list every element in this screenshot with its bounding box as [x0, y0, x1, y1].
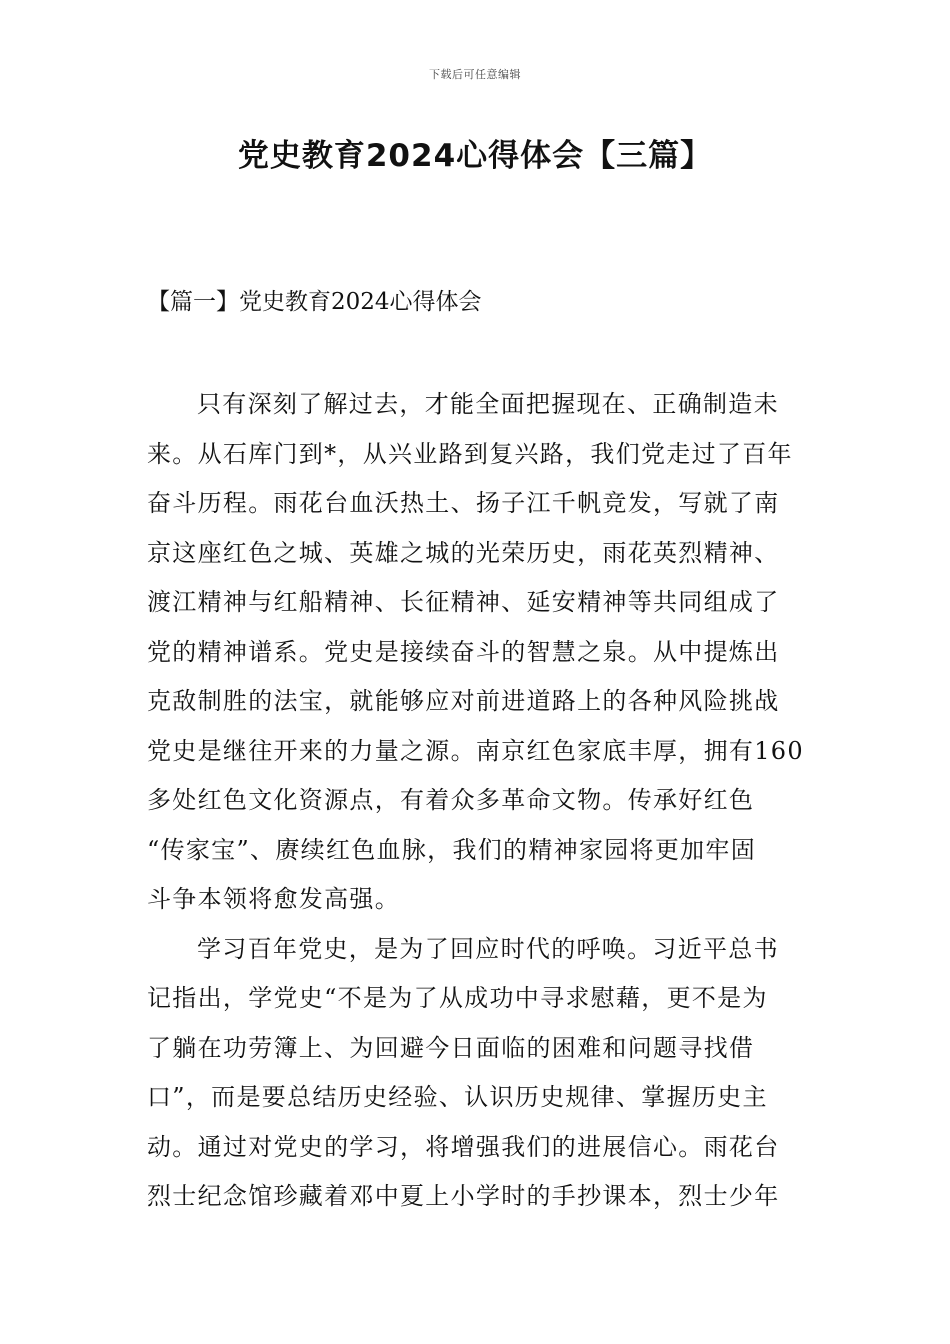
section-heading: 【篇一】党史教育2024心得体会 [147, 289, 482, 315]
body-line: 党史是继往开来的力量之源。南京红色家底丰厚，拥有160 [147, 736, 804, 765]
document-title: 党史教育2024心得体会【三篇】 [237, 138, 713, 174]
body-line: 了躺在功劳簿上、为回避今日面临的困难和问题寻找借 [147, 1033, 755, 1062]
body-text [147, 380, 817, 1222]
body-line: 渡江精神与红船精神、长征精神、延安精神等共同组成了 [147, 588, 780, 616]
body-line: 学习百年党史，是为了回应时代的呼唤。习近平总书 [197, 934, 779, 963]
body-line: 京这座红色之城、英雄之城的光荣历史，雨花英烈精神、 [147, 538, 780, 567]
body-line: 烈士纪念馆珍藏着邓中夏上小学时的手抄课本，烈士少年 [147, 1182, 780, 1210]
body-line: 记指出，学党史“不是为了从成功中寻求慰藉，更不是为 [147, 984, 768, 1012]
body-line: “传家宝”、赓续红色血脉，我们的精神家园将更加牢固 [147, 835, 757, 864]
body-line: 口”，而是要总结历史经验、认识历史规律、掌握历史主 [147, 1083, 768, 1111]
header-note: 下载后可任意编辑 [429, 68, 521, 81]
body-line: 只有深刻了解过去，才能全面把握现在、正确制造未 [197, 390, 779, 418]
body-line: 来。从石库门到*，从兴业路到复兴路，我们党走过了百年 [147, 439, 793, 468]
body-line: 党的精神谱系。党史是接续奋斗的智慧之泉。从中提炼出 [147, 637, 780, 666]
body-line: 多处红色文化资源点，有着众多革命文物。传承好红色 [147, 786, 755, 814]
body-line: 克敌制胜的法宝，就能够应对前进道路上的各种风险挑战 [147, 687, 780, 715]
body-line: 奋斗历程。雨花台血沃热土、扬子江千帆竞发，写就了南 [147, 489, 780, 517]
body-line: 斗争本领将愈发高强。 [147, 885, 400, 913]
body-line: 动。通过对党史的学习，将增强我们的进展信心。雨花台 [147, 1132, 780, 1161]
